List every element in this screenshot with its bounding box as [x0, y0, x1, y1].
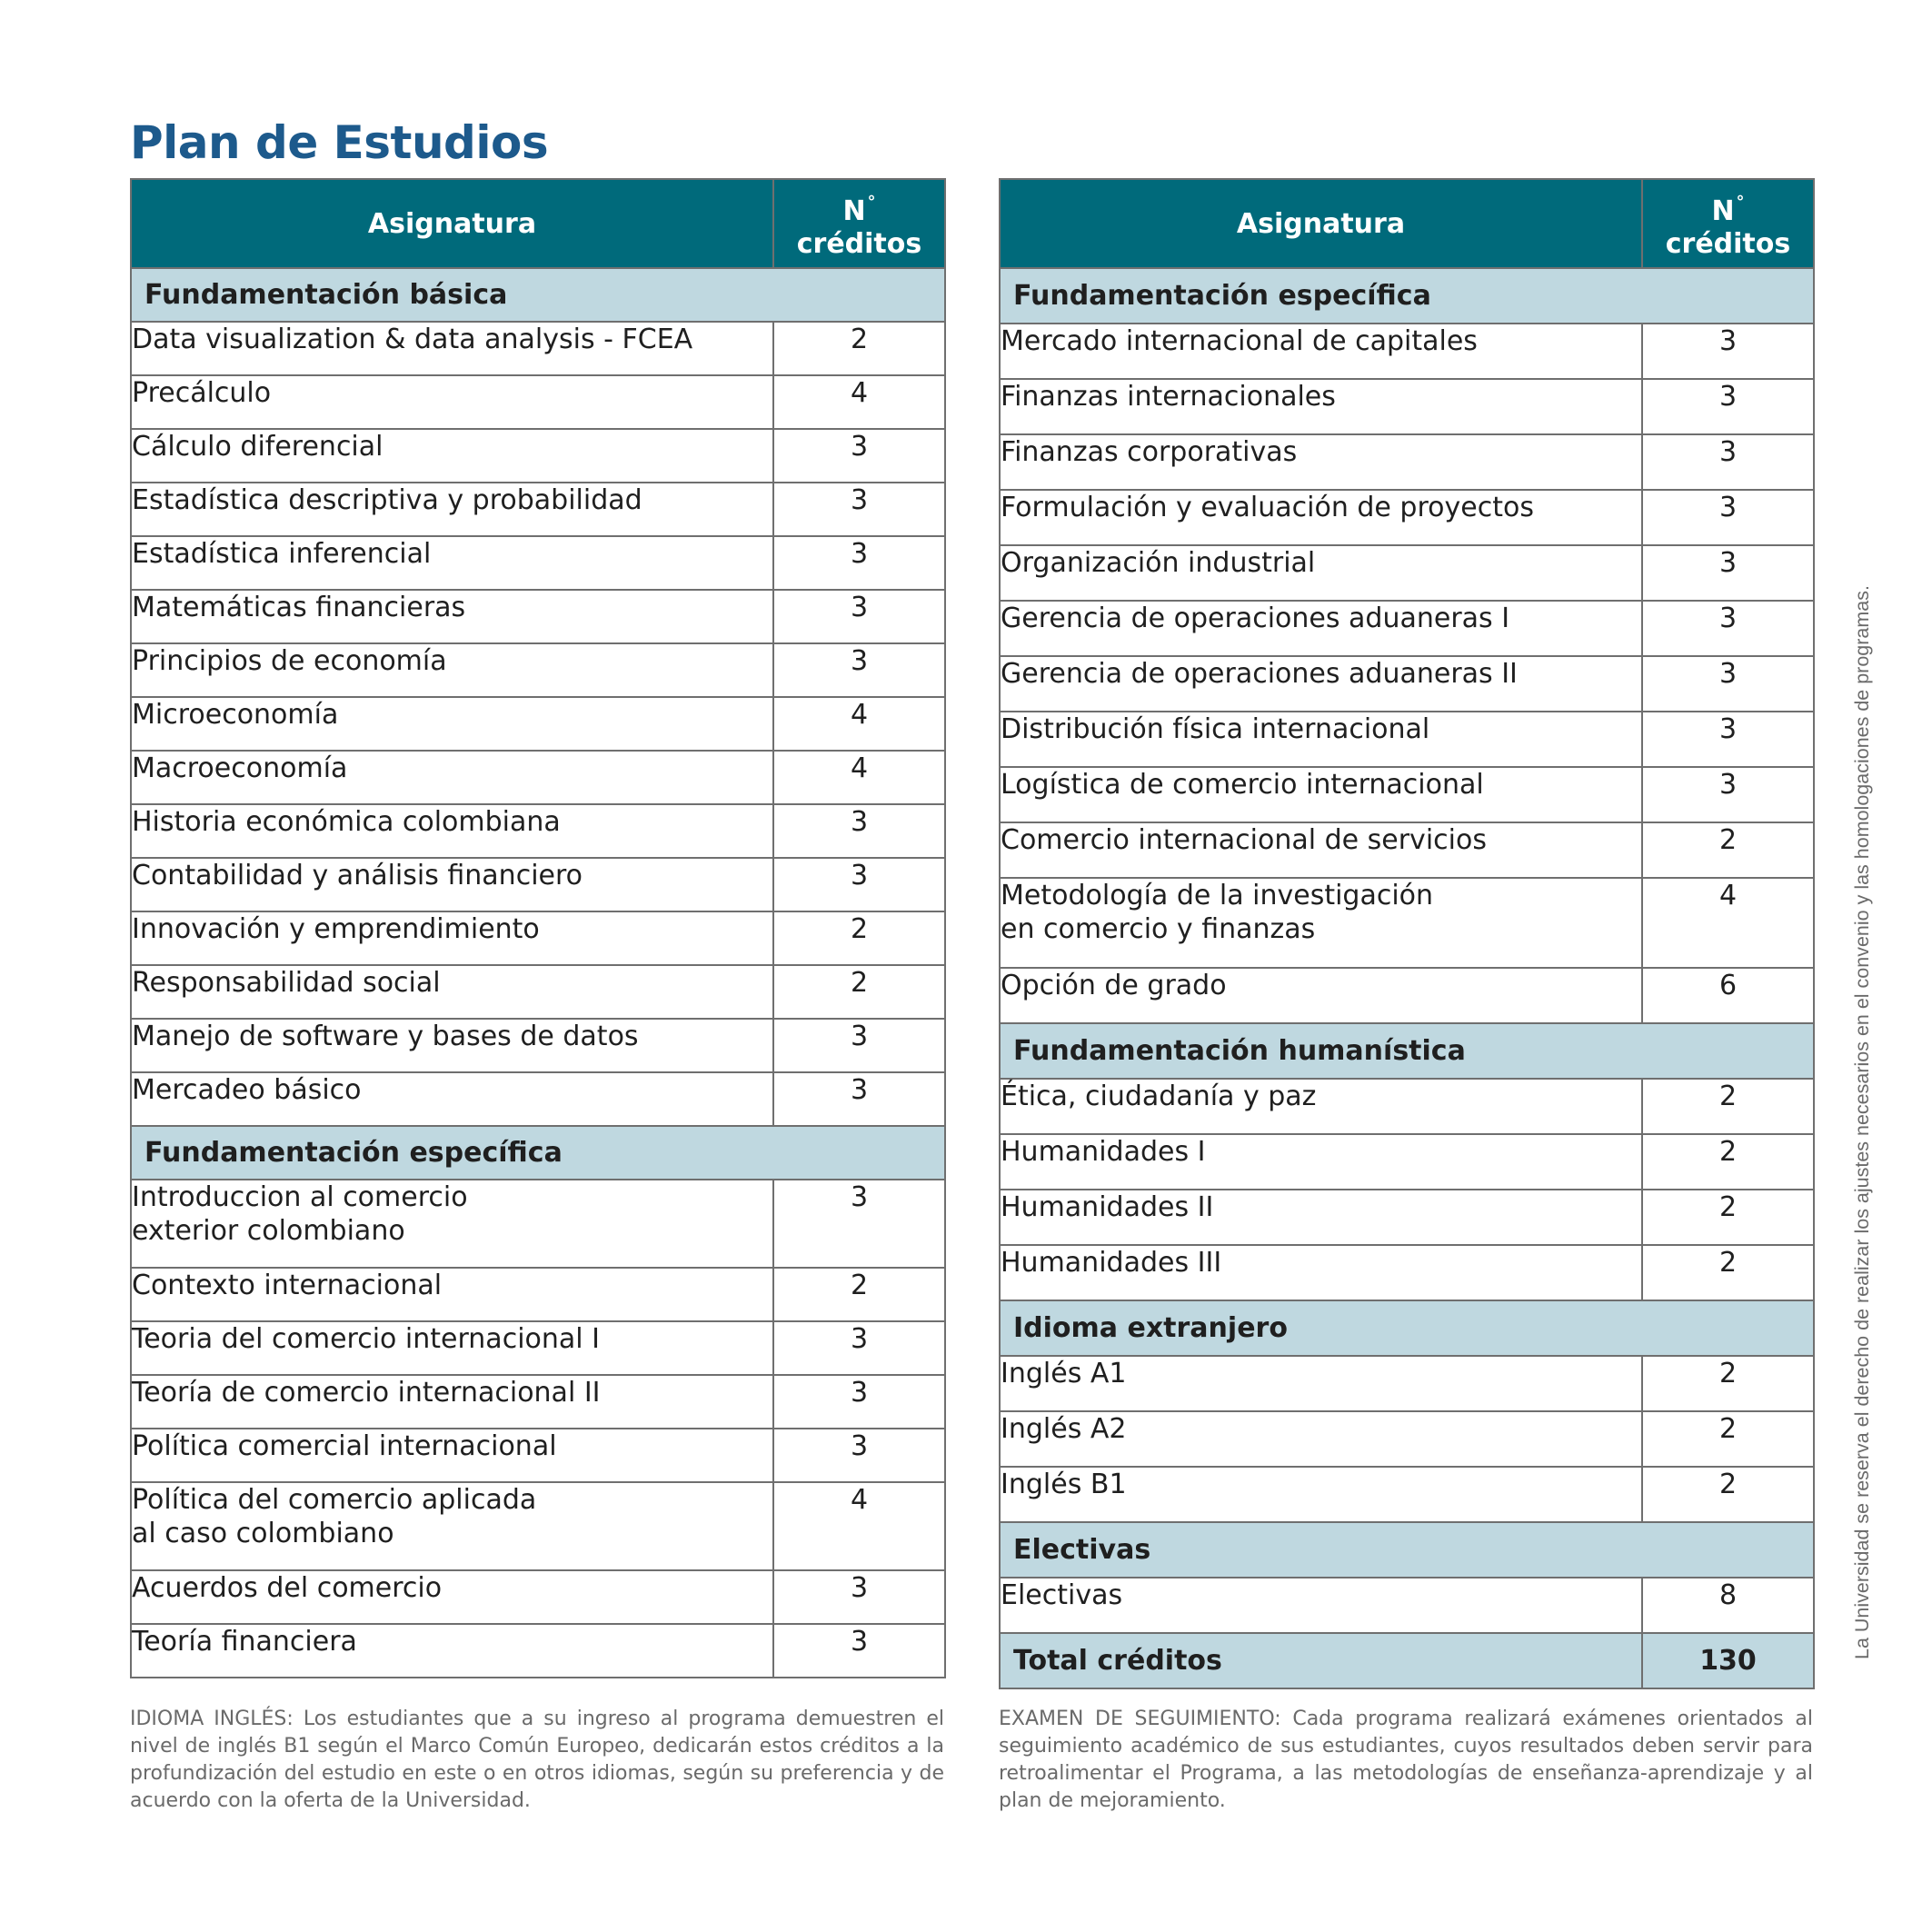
table-row: [131, 1180, 945, 1268]
subject-name: Microeconomía: [131, 697, 773, 751]
subject-name: Inglés A1: [1000, 1356, 1642, 1411]
table-row: [1000, 1356, 1814, 1411]
subject-credits: 3: [773, 1019, 945, 1072]
total-row: [1000, 1633, 1814, 1688]
section-row: [1000, 1522, 1814, 1578]
table-row: [131, 911, 945, 965]
table-row: [1000, 968, 1814, 1023]
subject-credits: 2: [1642, 1356, 1814, 1411]
subject-name: Humanidades I: [1000, 1134, 1642, 1190]
subject-name-line: Política del comercio aplicada: [132, 1484, 537, 1516]
subject-credits: 3: [1642, 324, 1814, 379]
table-header-row: [131, 179, 945, 268]
table-row: [131, 804, 945, 858]
subject-name: Distribución física internacional: [1000, 712, 1642, 767]
table-row: [131, 858, 945, 911]
english-language-note: IDIOMA INGLÉS: Los estudiantes que a su ingreso al programa demuestren el nivel de inglés B1 según el Marco Común Europeo, dedicarán estos créditos a la profundización del estudio en este o en otros idiomas, según su preferencia y de acuerdo con la oferta de la Universidad.: [130, 1708, 944, 1812]
subject-name: Estadística descriptiva y probabilidad: [131, 483, 773, 536]
subject-credits: 3: [773, 536, 945, 590]
subject-name: Ética, ciudadanía y paz: [1000, 1079, 1642, 1134]
table-row: [1000, 1245, 1814, 1300]
subject-name: Teoría financiera: [131, 1624, 773, 1678]
table-row: [1000, 1411, 1814, 1467]
table-row: [131, 1482, 945, 1570]
table-row: [1000, 1134, 1814, 1190]
subject-name-line: Metodología de la investigación: [1001, 880, 1434, 911]
subject-name: Acuerdos del comercio: [131, 1570, 773, 1624]
subject-credits: 4: [773, 697, 945, 751]
subject-credits: 3: [773, 804, 945, 858]
subject-name: Humanidades II: [1000, 1190, 1642, 1245]
subject-name: Inglés B1: [1000, 1467, 1642, 1522]
subject-credits: 4: [773, 375, 945, 429]
subject-credits: 3: [773, 483, 945, 536]
subject-name-line: Introduccion al comercio: [132, 1181, 468, 1213]
subject-name: Contexto internacional: [131, 1268, 773, 1321]
section-row: [131, 1126, 945, 1180]
subject-credits: 3: [1642, 601, 1814, 656]
subject-name: Comercio internacional de servicios: [1000, 822, 1642, 878]
subject-name-line: al caso colombiano: [132, 1518, 394, 1549]
table-row: [131, 697, 945, 751]
total-label: Total créditos: [1000, 1633, 1642, 1688]
subject-credits: 3: [773, 1375, 945, 1429]
subject-credits: 3: [773, 1570, 945, 1624]
table-row: [131, 1375, 945, 1429]
table-row: [131, 1624, 945, 1678]
subject-name: Mercado internacional de capitales: [1000, 324, 1642, 379]
subject-name: Humanidades III: [1000, 1245, 1642, 1300]
subject-name: Organización industrial: [1000, 545, 1642, 601]
subject-name: Matemáticas financieras: [131, 590, 773, 643]
subject-name: Formulación y evaluación de proyectos: [1000, 490, 1642, 545]
subject-name: Teoría de comercio internacional II: [131, 1375, 773, 1429]
header-credits: [1642, 179, 1814, 268]
header-credits: [773, 179, 945, 268]
rights-reserved-vertical-note: La Universidad se reserva el derecho de realizar los ajustes necesarios en el convenio y las homologaciones de programas.: [1851, 585, 1873, 1659]
subject-name: Cálculo diferencial: [131, 429, 773, 483]
subject-name: Responsabilidad social: [131, 965, 773, 1019]
subject-name: Inglés A2: [1000, 1411, 1642, 1467]
subject-name: Historia económica colombiana: [131, 804, 773, 858]
subject-name: Opción de grado: [1000, 968, 1642, 1023]
subject-name: Gerencia de operaciones aduaneras I: [1000, 601, 1642, 656]
subject-credits: 3: [1642, 379, 1814, 434]
table-row: [131, 375, 945, 429]
subject-name: Estadística inferencial: [131, 536, 773, 590]
subject-name: Data visualization & data analysis - FCEA: [131, 322, 773, 375]
table-row: [1000, 601, 1814, 656]
subject-name: Innovación y emprendimiento: [131, 911, 773, 965]
subject-name: Principios de economía: [131, 643, 773, 697]
header-credits-label: créditos: [1665, 228, 1791, 260]
table-row: [1000, 656, 1814, 712]
table-row: [131, 751, 945, 804]
subject-credits: 6: [1642, 968, 1814, 1023]
table-row: [131, 483, 945, 536]
table-row: [131, 1072, 945, 1126]
subject-credits: 3: [1642, 490, 1814, 545]
section-row: [131, 268, 945, 322]
subject-credits: 2: [773, 322, 945, 375]
section-title: Idioma extranjero: [1000, 1300, 1814, 1356]
curriculum-table-right: [999, 178, 1815, 1689]
subject-credits: 2: [1642, 1134, 1814, 1190]
subject-name: Finanzas corporativas: [1000, 434, 1642, 490]
header-credits-degree: °: [867, 193, 876, 212]
subject-name: Logística de comercio internacional: [1000, 767, 1642, 822]
subject-credits: 4: [773, 1482, 945, 1570]
subject-credits: 2: [1642, 1411, 1814, 1467]
header-subject: Asignatura: [131, 179, 773, 268]
subject-name: Finanzas internacionales: [1000, 379, 1642, 434]
follow-up-exam-note: EXAMEN DE SEGUIMIENTO: Cada programa realizará exámenes orientados al seguimiento académico de sus estudiantes, cuyos resultados deben servir para retroalimentar el Programa, a las metodologías de enseñanza-aprendizaje y al plan de mejoramiento.: [999, 1708, 1813, 1812]
subject-credits: 3: [773, 590, 945, 643]
section-title: Fundamentación específica: [1000, 268, 1814, 324]
table-row: [1000, 1190, 1814, 1245]
subject-credits: 2: [773, 1268, 945, 1321]
table-row: [1000, 379, 1814, 434]
subject-credits: 3: [773, 1321, 945, 1375]
header-credits-label: créditos: [796, 228, 922, 260]
subject-credits: 3: [773, 1624, 945, 1678]
subject-credits: 2: [773, 965, 945, 1019]
subject-credits: 3: [1642, 656, 1814, 712]
subject-credits: 3: [1642, 712, 1814, 767]
subject-credits: 2: [1642, 1079, 1814, 1134]
subject-credits: 3: [773, 1072, 945, 1126]
total-credits: 130: [1642, 1633, 1814, 1688]
table-row: [1000, 545, 1814, 601]
section-title: Fundamentación básica: [131, 268, 945, 322]
subject-name: [131, 1482, 773, 1570]
table-row: [131, 1429, 945, 1482]
header-subject: Asignatura: [1000, 179, 1642, 268]
subject-credits: 3: [1642, 767, 1814, 822]
table-row: [131, 1268, 945, 1321]
subject-credits: 2: [1642, 1467, 1814, 1522]
table-row: [131, 322, 945, 375]
subject-name: Macroeconomía: [131, 751, 773, 804]
section-row: [1000, 1300, 1814, 1356]
table-row: [131, 643, 945, 697]
table-header-row: [1000, 179, 1814, 268]
subject-credits: 2: [1642, 1245, 1814, 1300]
subject-credits: 2: [773, 911, 945, 965]
subject-credits: 3: [773, 1180, 945, 1268]
subject-credits: 3: [773, 643, 945, 697]
table-row: [1000, 324, 1814, 379]
subject-name: Teoria del comercio internacional I: [131, 1321, 773, 1375]
table-row: [1000, 822, 1814, 878]
header-credits-degree: °: [1736, 193, 1745, 212]
subject-name: Manejo de software y bases de datos: [131, 1019, 773, 1072]
subject-name: Política comercial internacional: [131, 1429, 773, 1482]
subject-credits: 8: [1642, 1578, 1814, 1633]
subject-credits: 3: [1642, 434, 1814, 490]
section-title: Fundamentación específica: [131, 1126, 945, 1180]
subject-name: Contabilidad y análisis financiero: [131, 858, 773, 911]
table-row: [1000, 1467, 1814, 1522]
section-title: Electivas: [1000, 1522, 1814, 1578]
table-row: [131, 536, 945, 590]
section-row: [1000, 1023, 1814, 1079]
table-row: [131, 1019, 945, 1072]
table-row: [131, 1321, 945, 1375]
subject-name-line: en comercio y finanzas: [1001, 913, 1316, 945]
header-credits-n: N: [1711, 195, 1735, 227]
curriculum-table-left: [130, 178, 946, 1678]
table-row: [1000, 767, 1814, 822]
section-row: [1000, 268, 1814, 324]
table-row: [131, 590, 945, 643]
subject-credits: 3: [773, 429, 945, 483]
subject-name: Electivas: [1000, 1578, 1642, 1633]
subject-credits: 2: [1642, 822, 1814, 878]
table-row: [131, 429, 945, 483]
subject-credits: 3: [773, 858, 945, 911]
table-row: [1000, 434, 1814, 490]
header-credits-n: N: [842, 195, 866, 227]
section-title: Fundamentación humanística: [1000, 1023, 1814, 1079]
table-row: [1000, 490, 1814, 545]
subject-name: [131, 1180, 773, 1268]
subject-credits: 4: [1642, 878, 1814, 968]
subject-name: Gerencia de operaciones aduaneras II: [1000, 656, 1642, 712]
page-title: Plan de Estudios: [130, 116, 549, 169]
table-row: [131, 1570, 945, 1624]
table-row: [1000, 1578, 1814, 1633]
subject-credits: 3: [773, 1429, 945, 1482]
subject-credits: 4: [773, 751, 945, 804]
subject-name: [1000, 878, 1642, 968]
subject-name-line: exterior colombiano: [132, 1215, 405, 1247]
table-row: [1000, 878, 1814, 968]
table-row: [131, 965, 945, 1019]
table-row: [1000, 712, 1814, 767]
subject-credits: 3: [1642, 545, 1814, 601]
table-row: [1000, 1079, 1814, 1134]
subject-name: Precálculo: [131, 375, 773, 429]
subject-name: Mercadeo básico: [131, 1072, 773, 1126]
subject-credits: 2: [1642, 1190, 1814, 1245]
